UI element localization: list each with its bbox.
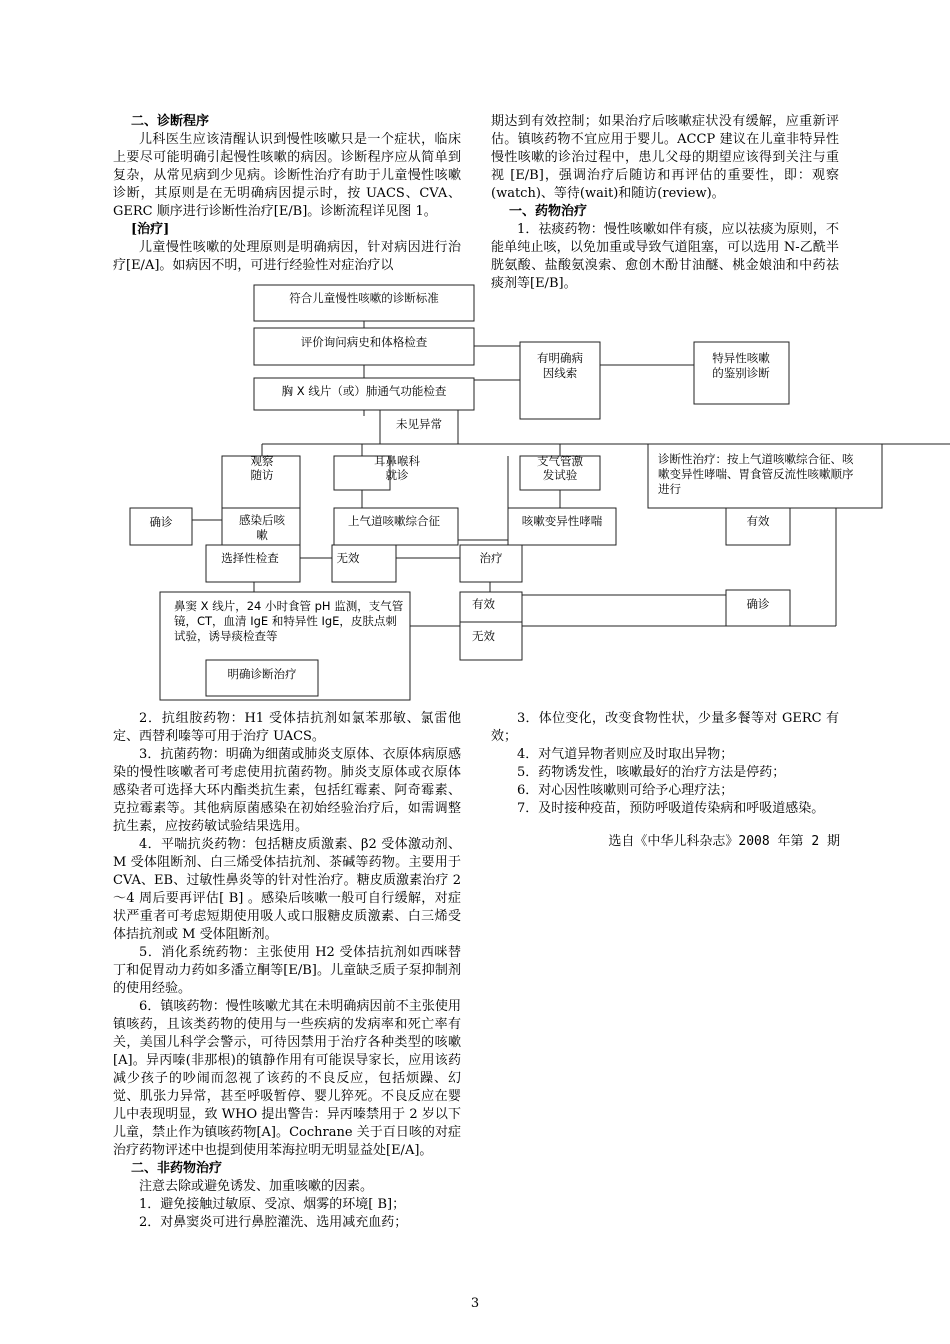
heading-drug-therapy: 一、药物治疗 — [509, 204, 588, 219]
box-uacs-label: 上气道咳嗽综合征 — [348, 514, 440, 528]
paragraph-diagnosis: 儿科医生应该清醒认识到慢性咳嗽只是一个症状，临床上要尽可能明确引起慢性咳嗽的病因。诊断程序应从简单到复杂，从常见病到少见病。诊断性治疗有助于儿童慢性咳嗽诊断，其原则是在无明确病因提示时，按 UACS、CVA、GERC 顺序进行诊断性治疗[E/B]。诊断流程详见图 1。 — [113, 132, 461, 219]
box-chest-xray-label: 胸 X 线片（或）肺通气功能检查 — [281, 384, 447, 398]
list-item-nondrug-5: 5．药物诱发性，咳嗽最好的治疗方法是停药； — [517, 765, 786, 780]
paragraph-antiasthma: 4．平喘抗炎药物：包括糖皮质激素、β2 受体激动剂、M 受体阻断剂、白三烯受体拮抗剂、茶碱等药物。主要用于 CVA、EB、过敏性鼻炎等的针对性治疗。糖皮质激素治疗 2～4 周后要再评估[ B] 。感染后咳嗽一般可自行缓解，对症状严重者可考虑短期使用吸人或口服糖皮质激素、白三烯受体拮抗剂或 M 受体阻断剂。 — [113, 837, 461, 942]
box-post-infection-label-1: 感染后咳 — [239, 513, 285, 527]
paragraph-antihistamine: 2．抗组胺药物：H1 受体拮抗剂如氯苯那敏、氯雷他定、西替利嗪等可用于治疗 UACS。 — [113, 711, 461, 744]
box-diagnostic-treatment-label-3: 进行 — [658, 482, 681, 496]
box-ent-label-2: 就诊 — [385, 468, 409, 482]
heading-diagnosis-procedure: 二、诊断程序 — [131, 114, 210, 129]
box-treatment-label: 治疗 — [479, 551, 503, 565]
heading-treatment: [治疗] — [131, 222, 170, 237]
paragraph-continued: 期达到有效控制；如果治疗后咳嗽症状没有缓解，应重新评估。镇咳药物不宜应用于婴儿。ACCP 建议在儿童非特异性慢性咳嗽的诊治过程中，患儿父母的期望应该得到关注与重视 [E/B]，强调治疗后随访和再评估的重要性，即：观察 (watch)、等待(wait)和随访(review)。 — [491, 114, 839, 201]
box-diagnostic-treatment-label-1: 诊断性治疗：按上气道咳嗽综合征、咳 — [658, 452, 854, 466]
box-cva-label: 咳嗽变异性哮喘 — [521, 514, 603, 528]
box-bronchial-label-2: 发试验 — [542, 468, 578, 482]
list-item-nondrug-7: 7．及时接种疫苗，预防呼吸道传染病和呼吸道感染。 — [517, 801, 825, 816]
box-confirmed-right-label: 确诊 — [746, 597, 770, 611]
box-history-exam-label: 评价询问病史和体格检查 — [300, 335, 428, 349]
list-item-nondrug-1: 1．避免接触过敏原、受凉、烟雾的环境[ B]； — [139, 1197, 406, 1212]
box-clear-cause-label-2: 因线索 — [542, 366, 578, 380]
box-ineffective-lower-label: 无效 — [472, 629, 495, 643]
box-effective-mid-label: 有效 — [472, 597, 495, 611]
paragraph-antibacterial: 3．抗菌药物：明确为细菌或肺炎支原体、衣原体病原感染的慢性咳嗽者可考虑使用抗菌药物。肺炎支原体或衣原体感染者可选择大环内酯类抗生素，包括红霉素、阿奇霉素、 克拉霉素等。其他病原菌感染在初始经验治疗后，如需调整抗生素，应按药敏试验结果选用。 — [113, 747, 461, 834]
page-number: 3 — [470, 1296, 480, 1311]
box-bronchial-label-1: 支气管激 — [537, 454, 583, 468]
paragraph-digestive: 5．消化系统药物：主张使用 H2 受体拮抗剂如西咪替丁和促胃动力药如多潘立酮等[E/B]。儿童缺乏质子泵抑制剂的使用经验。 — [113, 945, 461, 996]
box-specific-cough-label-2: 的鉴别诊断 — [712, 366, 770, 380]
box-specific-cough-label-1: 特异性咳嗽 — [712, 351, 770, 365]
box-selective-exam-label: 选择性检查 — [221, 551, 279, 565]
left-column-bottom — [113, 710, 461, 1232]
right-column-bottom — [491, 710, 839, 818]
flowchart-boxes — [130, 285, 882, 700]
heading-non-drug-therapy: 二、非药物治疗 — [131, 1161, 223, 1176]
box-further-exams-label-3: 试验，诱导痰检查等 — [174, 629, 278, 643]
paragraph-antitussive: 6．镇咳药物：慢性咳嗽尤其在未明确病因前不主张使用镇咳药，且该类药物的使用与一些疾病的发病率和死亡率有关，美国儿科学会警示，可待因禁用于治疗各种类型的咳嗽[A]。异丙嗪(非那根)的镇静作用有可能误导家长，应用该药减少孩子的吵闹而忽视了该药的不良反应，包括烦躁、幻觉、肌张力异常，甚至呼吸暂停、婴儿猝死。不良反应在婴儿中表现明显，致 WHO 提出警告：异丙嗪禁用于 2 岁以下儿童，禁止作为镇咳药物[A]。Cochrane 关于百日咳的对症治疗药物评述中也提到使用苯海拉明无明显益处[E/A]。 — [113, 999, 461, 1158]
box-clear-diagnosis-treatment-label: 明确诊断治疗 — [227, 667, 297, 681]
box-no-abnormal-label: 未见异常 — [396, 417, 442, 431]
box-post-infection-label-2: 嗽 — [256, 528, 268, 542]
list-item-nondrug-4: 4．对气道异物者则应及时取出异物； — [517, 747, 734, 762]
box-confirmed-left-label: 确诊 — [149, 515, 173, 529]
list-item-nondrug-3: 3．体位变化，改变食物性状，少量多餐等对 GERC 有效； — [491, 711, 839, 744]
box-further-exams-label-2: 镜，CT，血清 IgE 和特异性 IgE，皮肤点刺 — [174, 614, 397, 628]
source-citation: 选自《中华儿科杂志》2008 年第 2 期 — [608, 834, 840, 849]
box-diagnostic-treatment-label-2: 嗽变异性哮喘、胃食管反流性咳嗽顺序 — [658, 467, 854, 481]
box-diagnosis-criteria-label: 符合儿童慢性咳嗽的诊断标准 — [289, 291, 439, 305]
list-item-nondrug-2: 2．对鼻窦炎可进行鼻腔灌洗、选用减充血药； — [139, 1215, 408, 1230]
box-further-exams-label-1: 鼻窦 X 线片，24 小时食管 pH 监测，支气管 — [174, 599, 404, 613]
box-clear-cause-label-1: 有明确病 — [537, 351, 583, 365]
box-ent-label-1: 耳鼻喉科 — [374, 454, 420, 468]
list-item-nondrug-6: 6．对心因性咳嗽则可给予心理疗法； — [517, 783, 734, 798]
box-observe-label-2: 随访 — [250, 468, 274, 482]
paragraph-treatment: 儿童慢性咳嗽的处理原则是明确病因，针对病因进行治疗[E/A]。如病因不明，可进行经验性对症治疗以 — [113, 240, 461, 273]
box-effective-right-label: 有效 — [746, 514, 770, 528]
paragraph-expectorant: 1．祛痰药物：慢性咳嗽如伴有痰，应以祛痰为原则，不能单纯止咳，以免加重或导致气道阻塞，可以选用 N-乙酰半胱氨酸、盐酸氨溴索、愈创木酚甘油醚、桃金娘油和中药祛痰剂等[E/B]。 — [491, 222, 839, 291]
paragraph-non-drug-intro: 注意去除或避免诱发、加重咳嗽的因素。 — [139, 1179, 374, 1194]
box-observe-label-1: 观察 — [250, 454, 274, 468]
box-ineffective-upper-label: 无效 — [336, 551, 360, 565]
